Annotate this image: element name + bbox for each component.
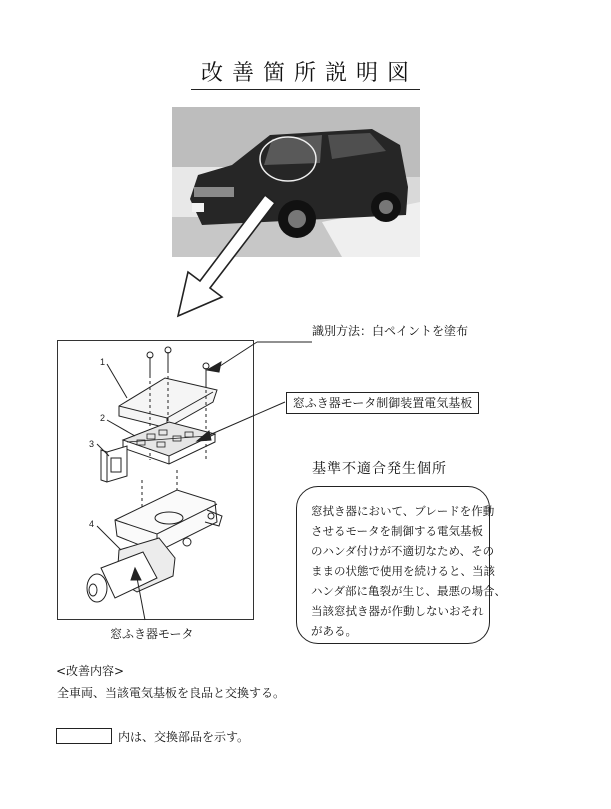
page-title: 改善箇所説明図 — [0, 56, 611, 87]
defect-description-box — [296, 486, 507, 644]
wiper-motor-label: 窓ふき器モータ — [110, 627, 194, 641]
pointer-arrow — [170, 190, 280, 320]
defect-line: 窓拭き器において、ブレードを作動 — [311, 504, 495, 518]
defect-line: 当該窓拭き器が作動しないおそれ — [311, 604, 484, 618]
part-number-3: 3 — [89, 439, 95, 449]
defect-line: がある。 — [311, 624, 357, 638]
screw-icon — [147, 347, 209, 384]
part-number-4: 4 — [89, 519, 95, 529]
identification-method-label: 識別方法：白ペイントを塗布 — [312, 324, 469, 338]
defect-line: ままの状態で使用を続けると、当該 — [311, 564, 495, 578]
control-board-label: 窓ふき器モータ制御装置電気基板 — [286, 392, 479, 414]
defect-location-heading: 基準不適合発生個所 — [312, 461, 447, 477]
improvement-body: 全車両、当該電気基板を良品と交換する。 — [57, 686, 286, 700]
replacement-legend-box — [56, 728, 112, 744]
improvement-heading: <改善内容> — [56, 664, 125, 678]
part-number-2: 2 — [100, 413, 106, 423]
defect-line: ハンダ部に亀裂が生じ、最悪の場合、 — [311, 584, 507, 598]
part-number-1: 1 — [100, 357, 106, 367]
replacement-legend-text: 内は、交換部品を示す。 — [118, 730, 250, 744]
defect-line: させるモータを制御する電気基板 — [311, 524, 484, 538]
defect-line: のハンダ付けが不適切なため、その — [311, 544, 495, 558]
